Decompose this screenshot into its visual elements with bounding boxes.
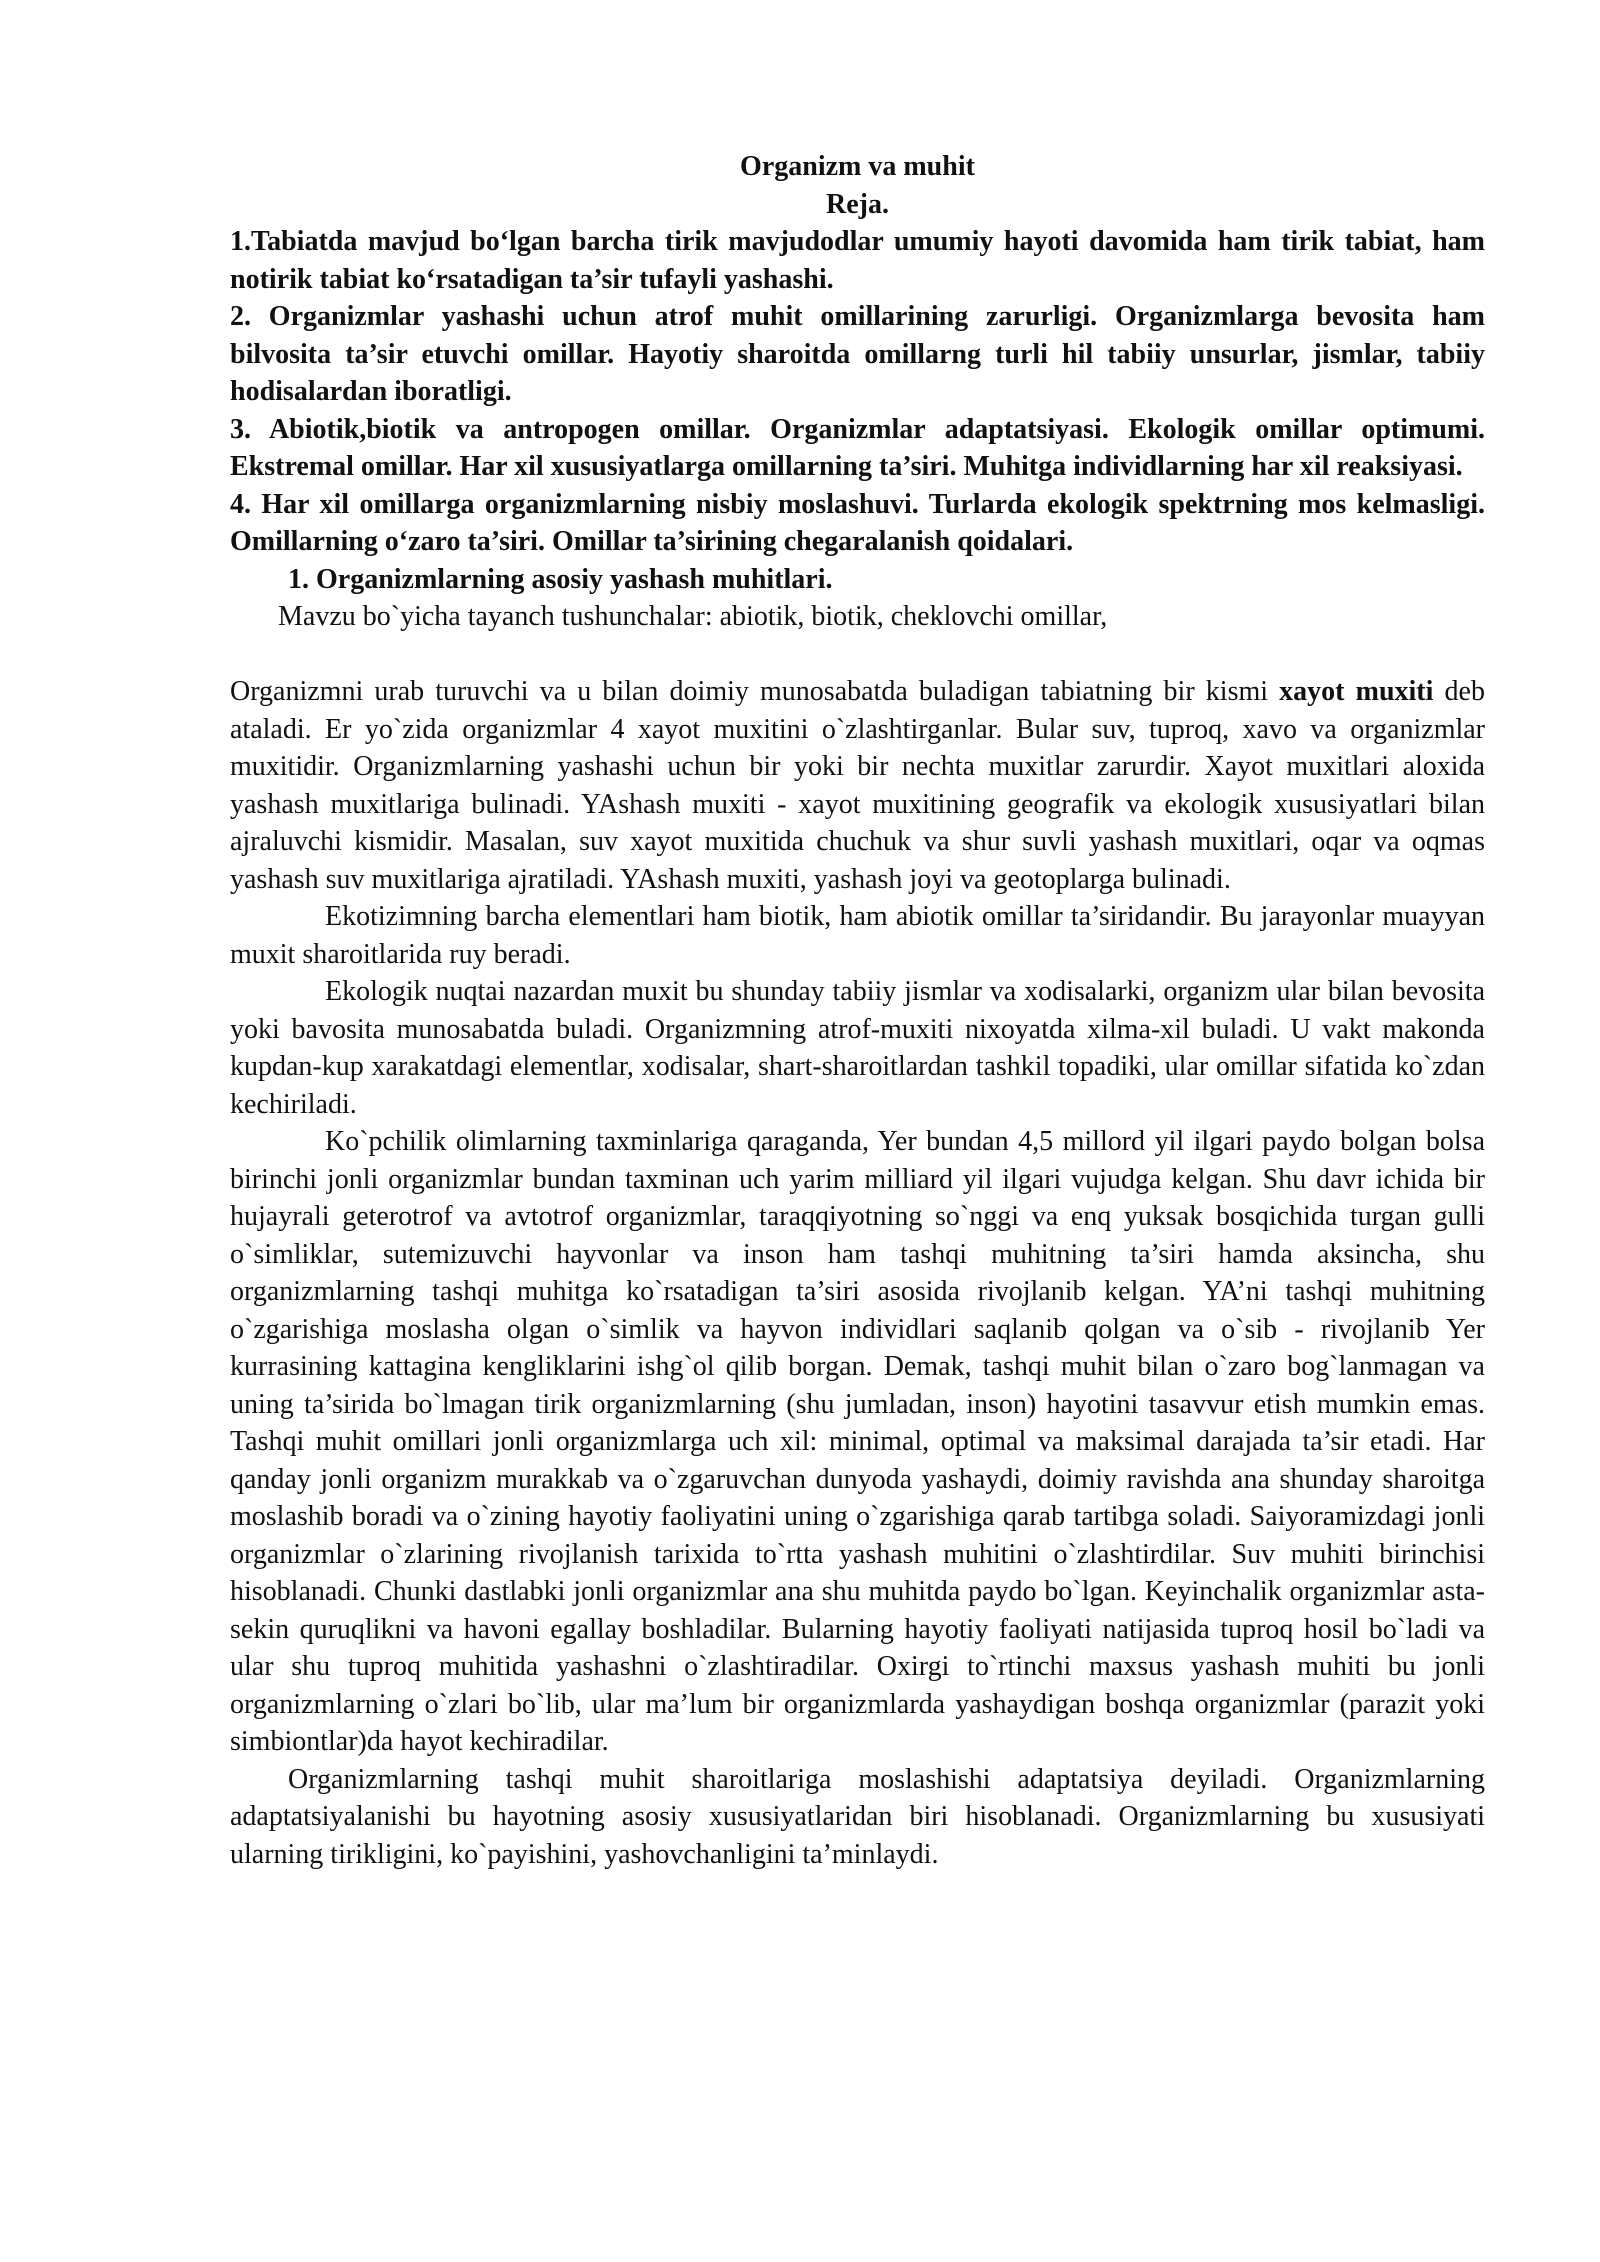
intro-text-after: deb ataladi. Er yo`zida organizmlar 4 xayot muxitini o`zlashtirganlar. Bular suv, tuproq, xavo va organizmlar muxitidir. Organizmlarning yashashi uchun bir yoki bir nechta muxitlar zarurdir. Xayot muxitlari aloxida yashash muxitlariga bulinadi. YAshash muxiti - xayot muxitining geografik va ekologik xususiyatlari bilan ajraluvchi kismidir. Masalan, suv xayot muxitida chuchuk va shur suvli yashash muxitlari, oqar va oqmas yashash suv muxitlariga ajratiladi. YAshash muxiti, yashash joyi va geotoplarga bulinadi. — [230, 676, 1485, 895]
intro-text-before: Organizmni urab turuvchi va u bilan doimiy munosabatda buladigan tabiatning bir kismi — [230, 676, 1280, 707]
body-paragraph-1: Ekotizimning barcha elementlari ham biotik, ham abiotik omillar ta’siridandir. Bu jarayonlar muayyan muxit sharoitlarida ruy beradi. — [230, 901, 1485, 970]
plan-item-1: 1.Tabiatda mavjud bo‘lgan barcha tirik mavjudodlar umumiy hayoti davomida ham tirik tabiat, ham notirik tabiat ko‘rsatadigan ta’sir tufayli yashashi. — [230, 226, 1485, 295]
body-paragraph-3: Ko`pchilik olimlarning taxminlariga qaraganda, Yer bundan 4,5 millord yil ilgari paydo bolgan bolsa birinchi jonli organizmlar bundan taxminan uch yarim milliard yil ilgari vujudga kelgan. Shu davr ichida bir hujayrali geterotrof va avtotrof organizmlar, taraqqiyotning so`nggi va enq yuksak bosqichida turgan gulli o`simliklar, sutemizuvchi hayvonlar va inson ham tashqi muhitning ta’siri hamda aksincha, shu organizmlarning tashqi muhitga ko`rsatadigan ta’siri asosida rivojlanib kelgan. YA’ni tashqi muhitning o`zgarishiga moslasha olgan o`simlik va hayvon individlari saqlanib qolgan va o`sib - rivojlanib Yer kurrasining kattagina kengliklarini ishg`ol qilib borgan. Demak, tashqi muhit bilan o`zaro bog`lanmagan va uning ta’sirida bo`lmagan tirik organizmlarning (shu jumladan, inson) hayotini tasavvur etish mumkin emas. Tashqi muhit omillari jonli organizmlarga uch xil: minimal, optimal va maksimal darajada ta’sir etadi. Har qanday jonli organizm murakkab va o`zgaruvchan dunyoda yashaydi, doimiy ravishda ana shunday sharoitga moslashib boradi va o`zining hayotiy faoliyatini uning o`zgarishiga qarab tartibga soladi. Saiyoramizdagi jonli organizmlar o`zlarining rivojlanish tarixida to`rtta yashash muhitini o`zlashtirdilar. Suv muhiti birinchisi hisoblanadi. Chunki dastlabki jonli organizmlar ana shu muhitda paydo bo`lgan. Keyinchalik organizmlar asta-sekin quruqlikni va havoni egallay boshladilar. Bularning hayotiy faoliyati natijasida tuproq hosil bo`ladi va ular shu tuproq muhitida yashashni o`zlashtiradilar. Oxirgi to`rtinchi maxsus yashash muhiti bu jonli organizmlarning o`zlari bo`lib, ular ma’lum bir organizmlarda yashaydigan boshqa organizmlar (parazit yoki simbiontlar)da hayot kechiradilar. — [230, 1126, 1485, 1757]
document-title: Organizm va muhit — [740, 151, 975, 182]
plan-item-2: 2. Organizmlar yashashi uchun atrof muhit omillarining zarurligi. Organizmlarga bevosita ham bilvosita ta’sir etuvchi omillar. Hayotiy sharoitda omillarng turli hil tabiiy unsurlar, jismlar, tabiiy hodisalardan iboratligi. — [230, 301, 1485, 407]
document-page — [230, 148, 1485, 1873]
body-paragraph-4: Organizmlarning tashqi muhit sharoitlariga moslashishi adaptatsiya deyiladi. Organizmlarning adaptatsiyalanishi bu hayotning asosiy xususiyatlaridan biri hisoblanadi. Organizmlarning bu xususiyati ularning tirikligini, ko`payishini, yashovchanligini ta’minlaydi. — [230, 1763, 1485, 1870]
keywords-line: Mavzu bo`yicha tayanch tushunchalar: abiotik, biotik, cheklovchi omillar, — [278, 601, 1108, 632]
intro-paragraph — [230, 673, 1485, 898]
plan-item-3: 3. Abiotik,biotik va antropogen omillar. Organizmlar adaptatsiyasi. Ekologik omillar optimumi. Ekstremal omillar. Har xil xususiyatlarga omillarning ta’siri. Muhitga individlarning har xil reaksiyasi. — [230, 413, 1485, 482]
key-term: xayot muxiti — [1279, 676, 1434, 707]
plan-item-4: 4. Har xil omillarga organizmlarning nisbiy moslashuvi. Turlarda ekologik spektrning mos kelmasligi. Omillarning o‘zaro ta’siri. Omillar ta’sirining chegaralanish qoidalari. — [230, 488, 1485, 557]
plan-heading: Reja. — [826, 188, 889, 220]
section-heading: 1. Organizmlarning asosiy yashash muhitlari. — [288, 563, 833, 595]
body-paragraph-2: Ekologik nuqtai nazardan muxit bu shunday tabiiy jismlar va xodisalarki, organizm ular bilan bevosita yoki bavosita munosabatda buladi. Organizmning atrof-muxiti nixoyatda xilma-xil buladi. U vakt makonda kupdan-kup xarakatdagi elementlar, xodisalar, shart-sharoitlardan tashkil topadiki, ular omillar sifatida ko`zdan kechiriladi. — [230, 976, 1485, 1120]
